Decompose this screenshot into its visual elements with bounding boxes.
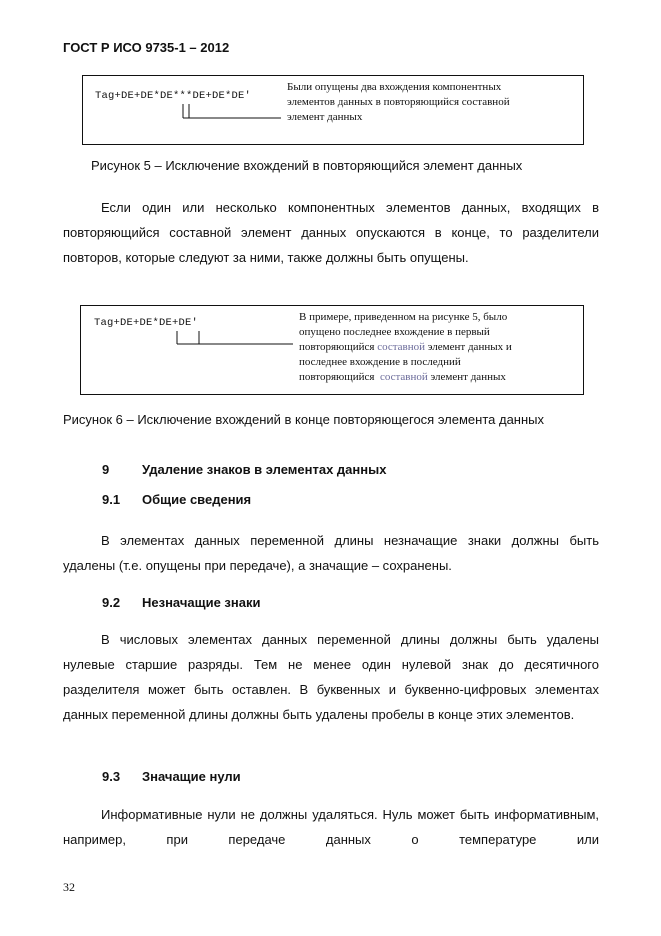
section-9-number: 9	[102, 462, 110, 477]
section-9-3-title: Значащие нули	[142, 769, 241, 784]
figure-6-note-line: опущено последнее вхождение в первый	[299, 326, 490, 338]
section-9-2-title: Незначащие знаки	[142, 595, 261, 610]
section-9-3-text: Информативные нули не должны удаляться. Нуль может быть информативным, например, при передаче данных о температуре или	[63, 807, 599, 847]
figure-5-note-line: элементов данных в повторяющийся составной	[287, 96, 510, 108]
section-9-1-text: В элементах данных переменной длины незначащие знаки должны быть удалены (т.е. опущены при передаче), а значащие – сохранены.	[63, 533, 599, 573]
figure-5-note-line: элемент данных	[287, 111, 363, 123]
figure-6-code: Tag+DE+DE*DE+DE'	[94, 317, 199, 329]
figure-6-box	[80, 305, 584, 395]
section-9-1-number: 9.1	[102, 492, 121, 507]
figure-6-note-line: В примере, приведенном на рисунке 5, было	[299, 311, 508, 323]
note-highlight: составной	[379, 371, 428, 383]
section-9-title: Удаление знаков в элементах данных	[142, 462, 387, 477]
figure-6-note-line: последнее вхождение в последний	[299, 356, 461, 368]
section-9-2-number: 9.2	[102, 595, 121, 610]
document-header: ГОСТ Р ИСО 9735-1 – 2012	[63, 40, 230, 55]
figure-6-note-line	[299, 340, 579, 355]
figure-5-note-line: Были опущены два вхождения компонентных	[287, 81, 502, 93]
note-text: повторяющийся	[299, 341, 378, 353]
figure-6-note	[299, 310, 579, 385]
section-9-2-text: В числовых элементах данных переменной длины должны быть удалены нулевые старшие разряды. Тем не менее один нулевой знак до десятичного разделителя может быть оставлен. В буквенных и буквенно-цифровых элементах данных переменной длины должны быть удалены пробелы в конце этих элементов.	[63, 632, 599, 722]
figure-5-caption: Рисунок 5 – Исключение вхождений в повторяющийся элемент данных	[91, 158, 523, 173]
page-number: 32	[63, 880, 75, 894]
note-text: элемент данных и	[425, 341, 512, 353]
figure-5-code: Tag+DE+DE*DE***DE+DE*DE'	[95, 90, 252, 102]
note-text: повторяющийся	[299, 371, 380, 383]
figure-6-caption: Рисунок 6 – Исключение вхождений в конце повторяющегося элемента данных	[63, 412, 545, 427]
section-9-3-number: 9.3	[102, 769, 121, 784]
note-text: элемент данных	[427, 371, 506, 383]
figure-6-note-line	[299, 370, 579, 385]
paragraph-intro: Если один или несколько компонентных элементов данных, входящих в повторяющийся составной элемент данных опускаются в конце, то разделители повторов, которые следуют за ними, также должны быть опущены.	[63, 200, 599, 265]
section-9-1-title: Общие сведения	[142, 492, 252, 507]
figure-5-note	[287, 80, 579, 125]
figure-5-box	[82, 75, 584, 145]
note-highlight: составной	[377, 341, 426, 353]
